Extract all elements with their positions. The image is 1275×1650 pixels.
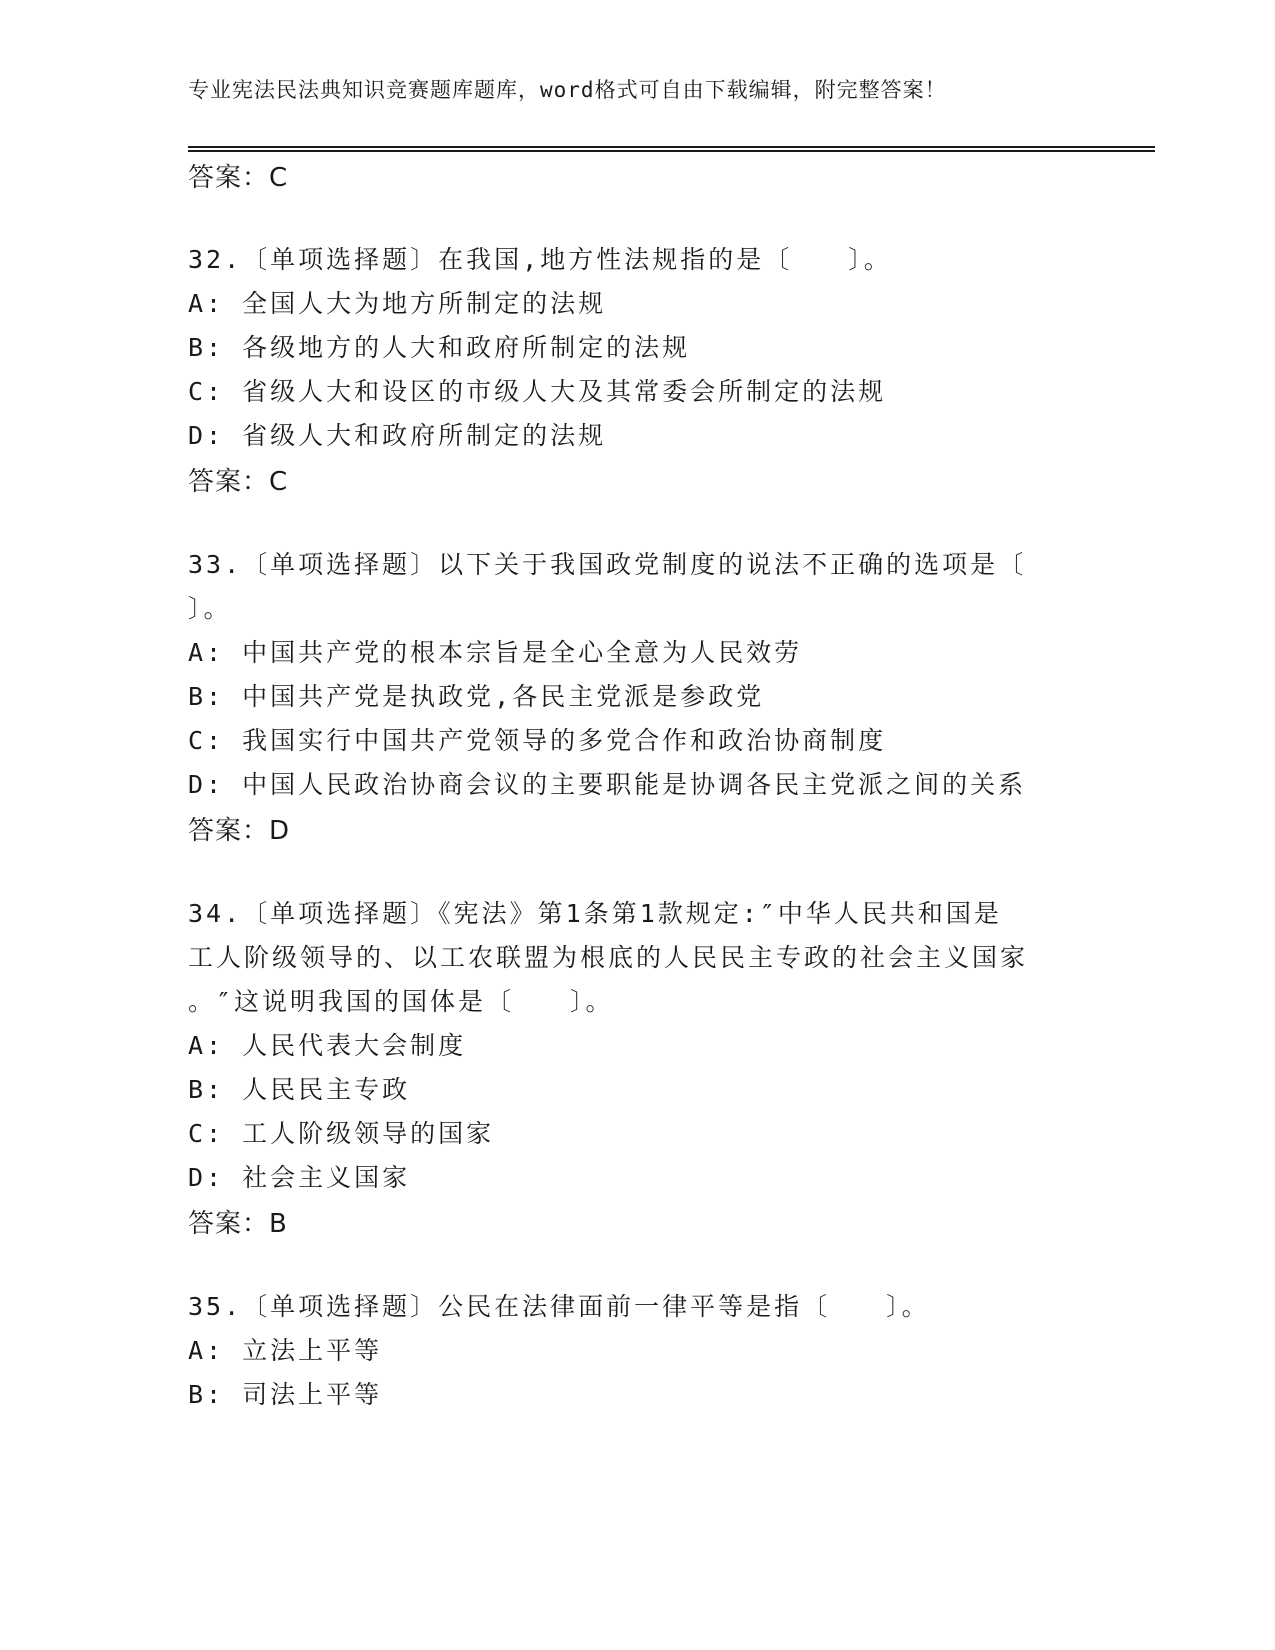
question-stem: 33.〔单项选择题〕以下关于我国政党制度的说法不正确的选项是〔: [188, 550, 1027, 579]
answer: 答案：D: [188, 816, 291, 846]
question-stem-continued: 〕。: [188, 594, 232, 623]
option-c: C: 省级人大和设区的市级人大及其常委会所制定的法规: [188, 377, 887, 406]
question-stem: 34.〔单项选择题〕《宪法》第1条第1款规定:″中华人民共和国是: [188, 899, 1002, 928]
option-d: D: 省级人大和政府所制定的法规: [188, 421, 607, 450]
answer: 答案：C: [188, 467, 289, 497]
header-double-rule: [188, 146, 1155, 152]
option-b: B: 各级地方的人大和政府所制定的法规: [188, 333, 691, 362]
question-stem: 32.〔单项选择题〕在我国,地方性法规指的是〔 〕。: [188, 245, 892, 274]
option-d: D: 中国人民政治协商会议的主要职能是协调各民主党派之间的关系: [188, 770, 1027, 799]
option-a: A: 中国共产党的根本宗旨是全心全意为人民效劳: [188, 638, 803, 667]
question-stem-continued: 。″这说明我国的国体是〔 〕。: [188, 987, 614, 1016]
question-stem-continued: 工人阶级领导的、以工农联盟为根底的人民民主专政的社会主义国家: [188, 943, 1029, 972]
option-a: A: 全国人大为地方所制定的法规: [188, 289, 607, 318]
option-b: B: 司法上平等: [188, 1380, 383, 1409]
previous-answer: 答案：C: [188, 163, 289, 193]
question-stem: 35.〔单项选择题〕公民在法律面前一律平等是指〔 〕。: [188, 1292, 930, 1321]
option-d: D: 社会主义国家: [188, 1163, 411, 1192]
option-b: B: 人民民主专政: [188, 1075, 411, 1104]
option-a: A: 人民代表大会制度: [188, 1031, 467, 1060]
answer: 答案：B: [188, 1209, 288, 1239]
option-c: C: 我国实行中国共产党领导的多党合作和政治协商制度: [188, 726, 887, 755]
option-c: C: 工人阶级领导的国家: [188, 1119, 495, 1148]
header-text: 专业宪法民法典知识竞赛题库题库，word格式可自由下载编辑，附完整答案！: [188, 78, 947, 102]
option-a: A: 立法上平等: [188, 1336, 383, 1365]
option-b: B: 中国共产党是执政党,各民主党派是参政党: [188, 682, 765, 711]
